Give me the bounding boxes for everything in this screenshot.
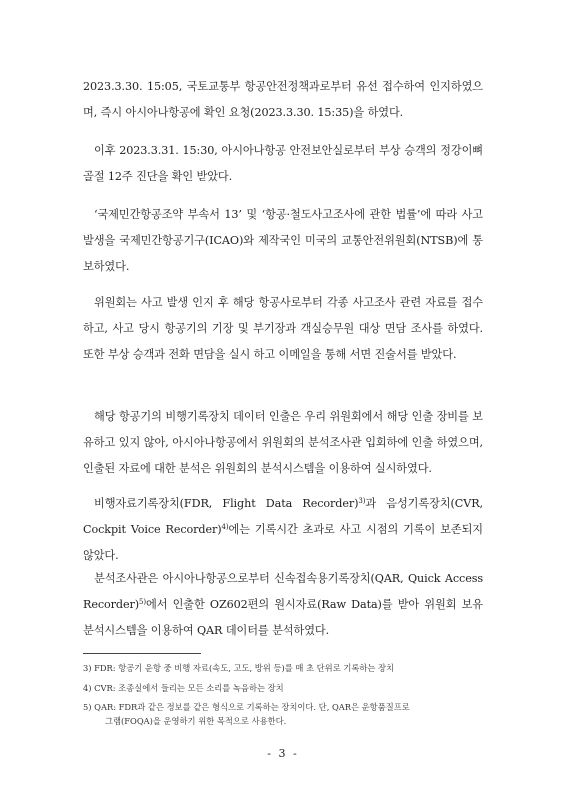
footnote-ref-4: 4)	[221, 523, 229, 531]
paragraph-injury-confirmation: 이후 2023.3.31. 15:30, 아시아나항공 안전보안실로부터 부상 승객의 정강이뼈 골절 12주 진단을 확인 받았다.	[83, 144, 483, 183]
paragraph-qar-analysis	[83, 566, 483, 644]
footnote-5	[83, 700, 483, 728]
fdr-cvr-text-middle: 과 음성기록장치(CVR, Cockpit Voice Recorder)	[83, 497, 483, 536]
paragraph-fdr-cvr	[83, 491, 483, 569]
qar-text-after: 에서 인출한 OZ602편의 원시자료(Raw Data)를 받아 위원회 보유 분석시스템을 이용하여 QAR 데이터를 분석하였다.	[83, 598, 483, 637]
page-number: - 3 -	[267, 747, 299, 760]
paragraph-initial-report: 2023.3.30. 15:05, 국토교통부 항공안전정책과로부터 유선 접수하여 인지하였으며, 즉시 아시아나항공에 확인 요청(2023.3.30. 15:35)을 하였다.	[83, 80, 483, 119]
footnote-5-line-2: 그램(FOQA)을 운영하기 위한 목적으로 사용한다.	[105, 716, 287, 726]
fdr-cvr-text-before: 비행자료기록장치(FDR, Flight Data Recorder)	[94, 497, 359, 510]
footnote-4: 4) CVR: 조종실에서 들리는 모든 소리를 녹음하는 장치	[83, 683, 284, 693]
footnote-ref-5: 5)	[139, 598, 146, 606]
footnote-3: 3) FDR: 항공기 운항 중 비행 자료(속도, 고도, 방위 등)를 매 초 단위로 기록하는 장치	[83, 663, 395, 673]
fdr-cvr-text-after: 에는 기록시간 초과로 사고 시점의 기록이 보존되지 않았다.	[83, 523, 483, 562]
footnote-5-line-1: 5) QAR: FDR과 같은 정보를 같은 형식으로 기록하는 장치이다. 단, QAR은 운항품질프로	[83, 702, 410, 712]
footnote-ref-3: 3)	[358, 497, 366, 505]
footnote-divider	[83, 653, 201, 654]
paragraph-investigation-activities: 위원회는 사고 발생 인지 후 해당 항공사로부터 각종 사고조사 관련 자료를 접수하고, 사고 당시 항공기의 기장 및 부기장과 객실승무원 대상 면담 조사를 하였다. 또한 부상 승객과 전화 면담을 실시 하고 이메일을 통해 서면 진술서를 받았다.	[83, 296, 483, 361]
qar-text-before: 분석조사관은 아시아나항공으로부터 신속접속용기록장치(QAR, Quick Access Recorder)	[83, 572, 483, 611]
paragraph-notification: ‘국제민간항공조약 부속서 13’ 및 ‘항공·철도사고조사에 관한 법률’에 따라 사고 발생을 국제민간항공기구(ICAO)와 제작국인 미국의 교통안전위원회(NTSB)에 통보하였다.	[83, 208, 483, 273]
paragraph-flight-recorder-data: 해당 항공기의 비행기록장치 데이터 인출은 우리 위원회에서 해당 인출 장비를 보유하고 있지 않아, 아시아나항공에서 위원회의 분석조사관 입회하에 인출 하였으며, 인출된 자료에 대한 분석은 위원회의 분석시스템을 이용하여 실시하였다.	[83, 410, 483, 475]
